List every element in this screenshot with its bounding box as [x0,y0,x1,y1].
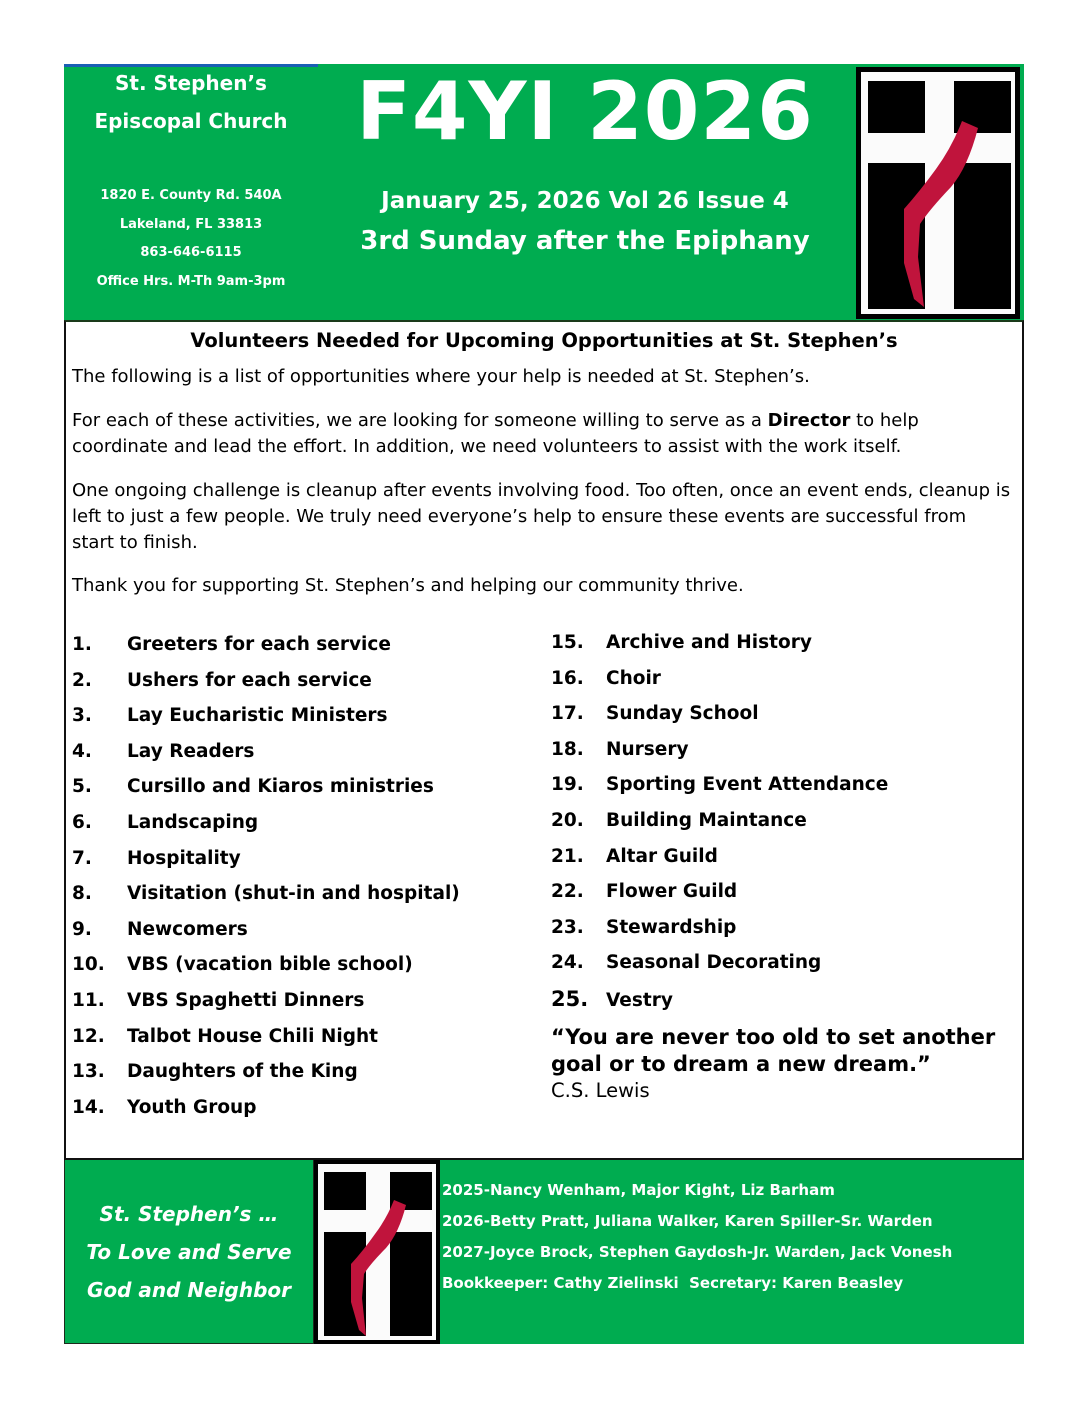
quote-text: “You are never too old to set another goal or to dream a new dream.” [551,1025,996,1076]
item-number: 4. [72,740,92,762]
director-paragraph [72,408,1012,460]
church-name [64,64,318,140]
cross-with-red-stole-icon [856,67,1020,319]
item-number: 7. [72,847,92,869]
staff-line: Bookkeeper: Cathy Zielinski Secretary: Karen Beasley [442,1274,904,1292]
item-number: 24. [551,952,584,974]
list-item [72,1022,460,1058]
cross-with-red-stole-icon [314,1160,440,1344]
list-item [72,950,460,986]
item-number: 8. [72,883,92,905]
list-item [72,737,460,773]
item-label: Lay Readers [127,740,255,762]
article-title: Volunteers Needed for Upcoming Opportunities at St. Stephen’s [190,329,898,352]
item-label: Stewardship [606,916,737,938]
director-text-after: to help coordinate and lead the effort. In addition, we need volunteers to assist with the work itself. [72,410,919,457]
item-number: 10. [72,954,105,976]
item-number: 23. [551,916,584,938]
list-item [551,628,888,664]
motto-line3: God and Neighbor [86,1278,292,1302]
item-number: 14. [72,1096,105,1118]
item-number: 3. [72,705,92,727]
item-number: 5. [72,776,92,798]
item-number: 15. [551,632,584,653]
list-item [72,666,460,702]
motto-line2: To Love and Serve [86,1240,292,1264]
church-motto [64,1160,314,1344]
list-item [551,806,888,842]
item-label: Talbot House Chili Night [127,1025,378,1047]
church-info [64,64,318,321]
item-number: 16. [551,667,584,689]
item-label: Altar Guild [606,845,718,867]
thanks-paragraph: Thank you for supporting St. Stephen’s and helping our community thrive. [72,575,744,596]
item-label: Choir [606,667,661,689]
item-label: Archive and History [606,632,812,653]
item-label: Ushers for each service [127,669,372,691]
list-item [551,984,888,1020]
director-text-before: For each of these activities, we are looking for someone willing to serve as a [72,410,768,431]
item-number: 22. [551,881,584,903]
item-number: 1. [72,634,92,655]
list-item [72,1057,460,1093]
list-item [72,915,460,951]
phone-number: 863-646-6115 [140,245,242,260]
item-label: Cursillo and Kiaros ministries [127,776,434,798]
item-label: Lay Eucharistic Ministers [127,705,388,727]
item-label: Sporting Event Attendance [606,774,889,796]
list-item [551,877,888,913]
item-label: VBS (vacation bible school) [127,954,413,976]
opportunities-list-left [72,630,460,1128]
motto-line1: St. Stephen’s … [99,1202,279,1226]
list-item [72,701,460,737]
item-label: Sunday School [606,703,759,725]
item-number: 2. [72,669,92,691]
item-label: Flower Guild [606,881,738,903]
list-item [551,664,888,700]
list-item [72,630,460,666]
church-name-line2: Episcopal Church [94,109,288,133]
item-label: Youth Group [127,1096,257,1118]
church-contact [64,182,318,296]
address-street: 1820 E. County Rd. 540A [100,188,282,203]
list-item [551,948,888,984]
item-label: Greeters for each service [127,634,391,655]
title-block [320,64,850,321]
logo-frame [854,64,1024,321]
director-emphasis: Director [767,410,851,431]
opportunities-list-right [551,628,888,1020]
list-item [72,772,460,808]
item-label: Visitation (shut-in and hospital) [127,883,460,905]
item-number: 21. [551,845,584,867]
list-item [72,986,460,1022]
item-number: 12. [72,1025,105,1047]
item-number: 17. [551,703,584,725]
intro-paragraph: The following is a list of opportunities where your help is needed at St. Stephen’s. [72,366,810,387]
church-name-line1: St. Stephen’s [115,71,267,95]
item-number: 13. [72,1061,105,1083]
list-item [551,770,888,806]
item-label: Daughters of the King [127,1061,358,1083]
list-item [72,879,460,915]
list-item [72,808,460,844]
newsletter-footer [64,1160,1024,1344]
list-item [551,913,888,949]
list-item [72,1093,460,1129]
item-number: 6. [72,811,92,833]
item-number: 11. [72,989,105,1011]
item-number: 18. [551,738,584,760]
list-item [551,735,888,771]
quote-author: C.S. Lewis [551,1079,650,1102]
newsletter-header [64,64,1024,321]
item-number: 20. [551,809,584,831]
item-label: Vestry [606,989,673,1011]
item-label: VBS Spaghetti Dinners [127,989,365,1011]
list-item [551,842,888,878]
item-label: Seasonal Decorating [606,952,822,974]
volunteer-article [64,320,1024,1160]
liturgical-day: 3rd Sunday after the Epiphany [360,226,810,256]
list-item [72,844,460,880]
item-label: Landscaping [127,811,259,833]
vestry-list [442,1175,952,1299]
issue-info: January 25, 2026 Vol 26 Issue 4 [381,188,789,214]
vestry-class-2025: 2025-Nancy Wenham, Major Kight, Liz Barham [442,1181,835,1199]
item-label: Building Maintance [606,809,807,831]
item-number: 25. [551,986,589,1011]
address-city: Lakeland, FL 33813 [119,216,263,232]
vestry-class-2026: 2026-Betty Pratt, Juliana Walker, Karen Spiller-Sr. Warden [442,1212,933,1230]
item-label: Newcomers [127,918,248,940]
cleanup-paragraph: One ongoing challenge is cleanup after events involving food. Too often, once an event ends, cleanup is left to just a few people. We truly need everyone’s help to ensure these events are successful from start to finish. [72,480,1011,553]
item-label: Nursery [606,738,689,760]
list-item [551,699,888,735]
newsletter-title: F4YI 2026 [356,65,814,158]
item-label: Hospitality [127,847,241,869]
office-hours: Office Hrs. M-Th 9am-3pm [96,273,286,289]
item-number: 9. [72,918,92,940]
vestry-class-2027: 2027-Joyce Brock, Stephen Gaydosh-Jr. Warden, Jack Vonesh [442,1243,953,1261]
item-number: 19. [551,774,584,796]
